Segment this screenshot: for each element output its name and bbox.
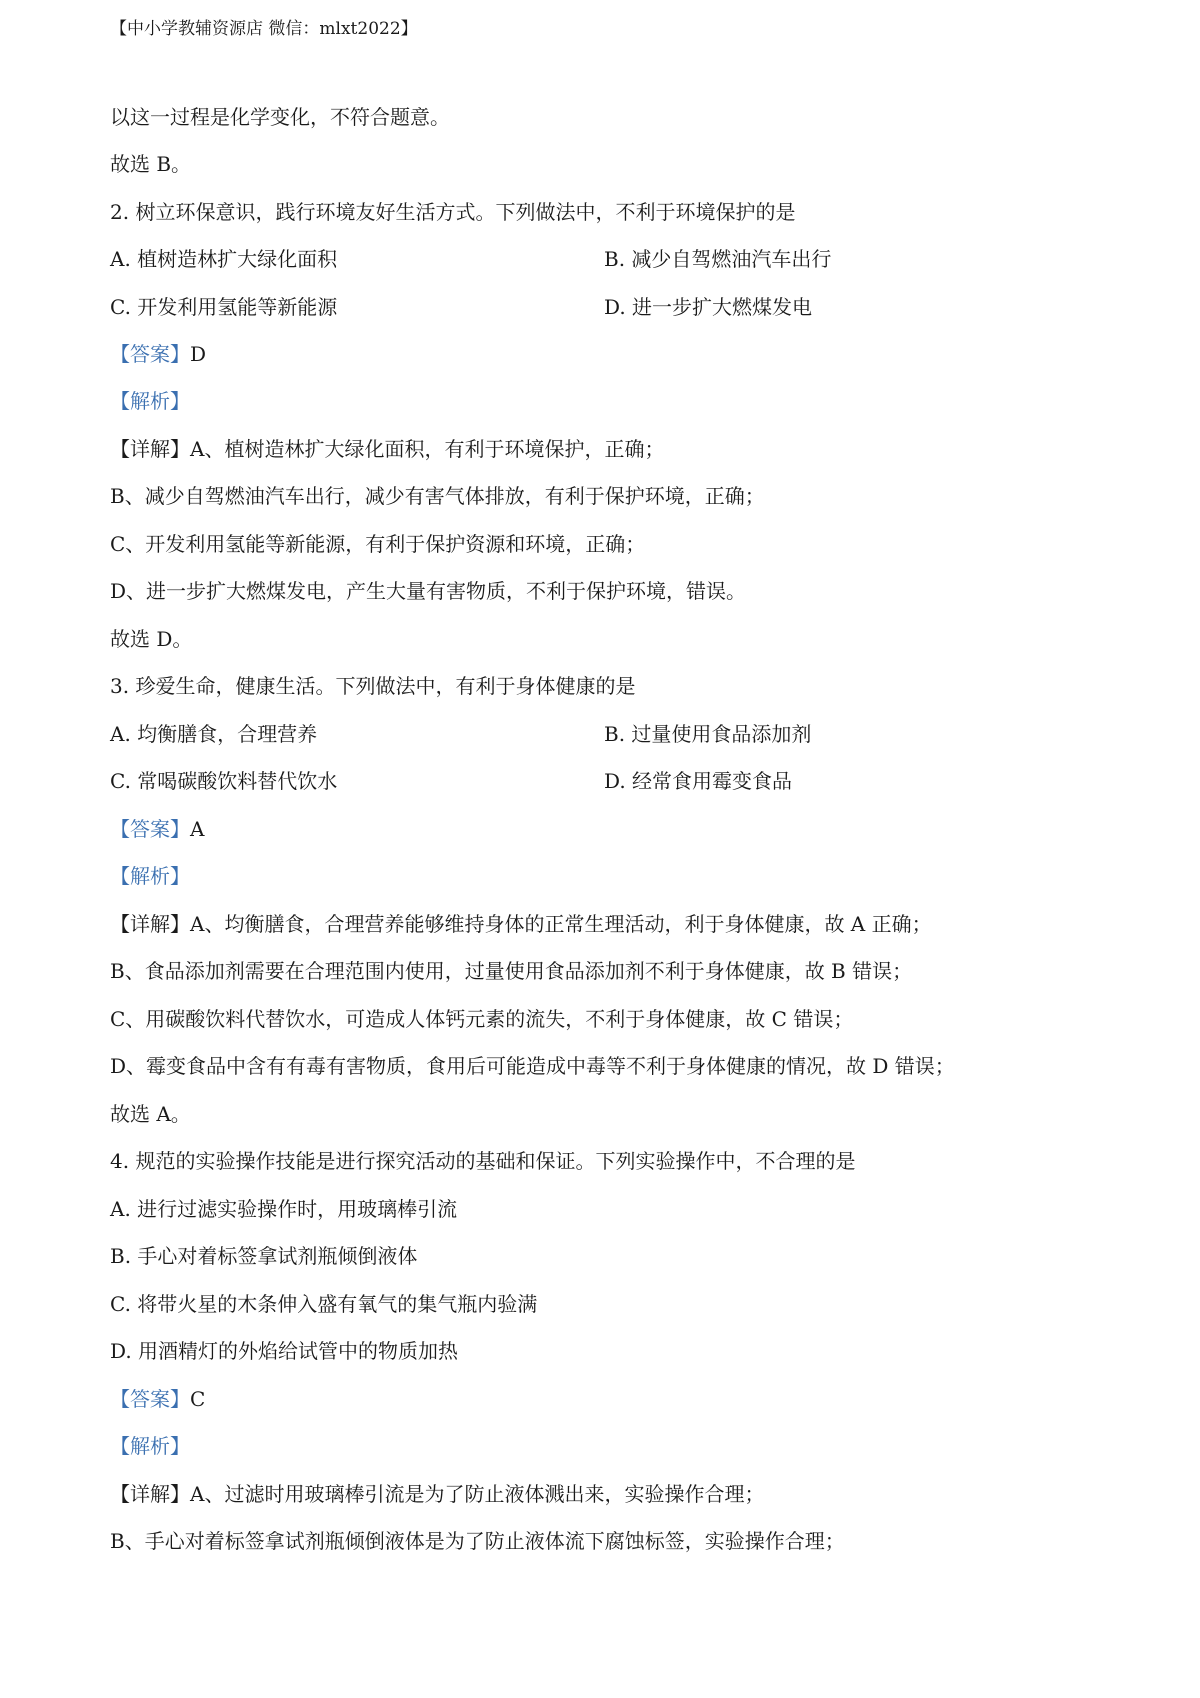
q4-option-c: C. 将带火星的木条伸入盛有氧气的集气瓶内验满: [110, 1292, 538, 1316]
q3-detail-b: B、食品添加剂需要在合理范围内使用，过量使用食品添加剂不利于身体健康，故 B 错误；: [110, 959, 913, 983]
q4-detail-a: [110, 1482, 764, 1506]
detail-label: 【详解】: [110, 437, 190, 461]
q2-detail-c: C、开发利用氢能等新能源，有利于保护资源和环境，正确；: [110, 532, 646, 556]
q2-analysis-label: 【解析】: [110, 389, 190, 413]
q2-option-d: D. 进一步扩大燃煤发电: [604, 295, 813, 319]
q4-option-d: D. 用酒精灯的外焰给试管中的物质加热: [110, 1339, 459, 1363]
text-line: 故选 B。: [110, 152, 192, 176]
page-header: 【中小学教辅资源店 微信：mlxt2022】: [110, 19, 418, 39]
answer-value: D: [190, 342, 207, 366]
q2-detail-a: [110, 437, 664, 461]
q3-detail-c: C、用碳酸饮料代替饮水，可造成人体钙元素的流失，不利于身体健康，故 C 错误；: [110, 1007, 854, 1031]
answer-label: 【答案】: [110, 342, 190, 366]
q3-option-b: B. 过量使用食品添加剂: [604, 722, 812, 746]
q4-analysis-label: 【解析】: [110, 1434, 190, 1458]
q3-answer: [110, 817, 204, 841]
q4-option-a: A. 进行过滤实验操作时，用玻璃棒引流: [110, 1197, 458, 1221]
q2-option-c: C. 开发利用氢能等新能源: [110, 295, 338, 319]
q3-option-d: D. 经常食用霉变食品: [604, 769, 793, 793]
detail-label: 【详解】: [110, 912, 190, 936]
q2-option-a: A. 植树造林扩大绿化面积: [110, 247, 338, 271]
q3-conclusion: 故选 A。: [110, 1102, 191, 1126]
q4-answer: [110, 1387, 205, 1411]
q2-option-b: B. 减少自驾燃油汽车出行: [604, 247, 832, 271]
q4-detail-b: B、手心对着标签拿试剂瓶倾倒液体是为了防止液体流下腐蚀标签，实验操作合理；: [110, 1529, 845, 1553]
detail-text: A、植树造林扩大绿化面积，有利于环境保护，正确；: [190, 437, 665, 461]
answer-label: 【答案】: [110, 817, 190, 841]
text-line: 以这一过程是化学变化，不符合题意。: [110, 105, 450, 129]
answer-value: A: [190, 817, 205, 841]
answer-label: 【答案】: [110, 1387, 190, 1411]
question-3-stem: 3. 珍爱生命，健康生活。下列做法中，有利于身体健康的是: [110, 674, 636, 698]
q2-conclusion: 故选 D。: [110, 627, 193, 651]
detail-label: 【详解】: [110, 1482, 190, 1506]
q2-detail-b: B、减少自驾燃油汽车出行，减少有害气体排放，有利于保护环境，正确；: [110, 484, 765, 508]
q2-answer: [110, 342, 206, 366]
q3-analysis-label: 【解析】: [110, 864, 190, 888]
question-2-stem: 2. 树立环保意识，践行环境友好生活方式。下列做法中，不利于环境保护的是: [110, 200, 796, 224]
q3-option-a: A. 均衡膳食，合理营养: [110, 722, 318, 746]
detail-text: A、过滤时用玻璃棒引流是为了防止液体溅出来，实验操作合理；: [190, 1482, 765, 1506]
question-4-stem: 4. 规范的实验操作技能是进行探究活动的基础和保证。下列实验操作中，不合理的是: [110, 1149, 856, 1173]
q3-option-c: C. 常喝碳酸饮料替代饮水: [110, 769, 338, 793]
detail-text: A、均衡膳食，合理营养能够维持身体的正常生理活动，利于身体健康，故 A 正确；: [190, 912, 932, 936]
q4-option-b: B. 手心对着标签拿试剂瓶倾倒液体: [110, 1244, 418, 1268]
answer-value: C: [190, 1387, 206, 1411]
q3-detail-a: [110, 912, 932, 936]
q2-detail-d: D、进一步扩大燃煤发电，产生大量有害物质，不利于保护环境，错误。: [110, 579, 747, 603]
q3-detail-d: D、霉变食品中含有有毒有害物质，食用后可能造成中毒等不利于身体健康的情况，故 D 错误；: [110, 1054, 955, 1078]
